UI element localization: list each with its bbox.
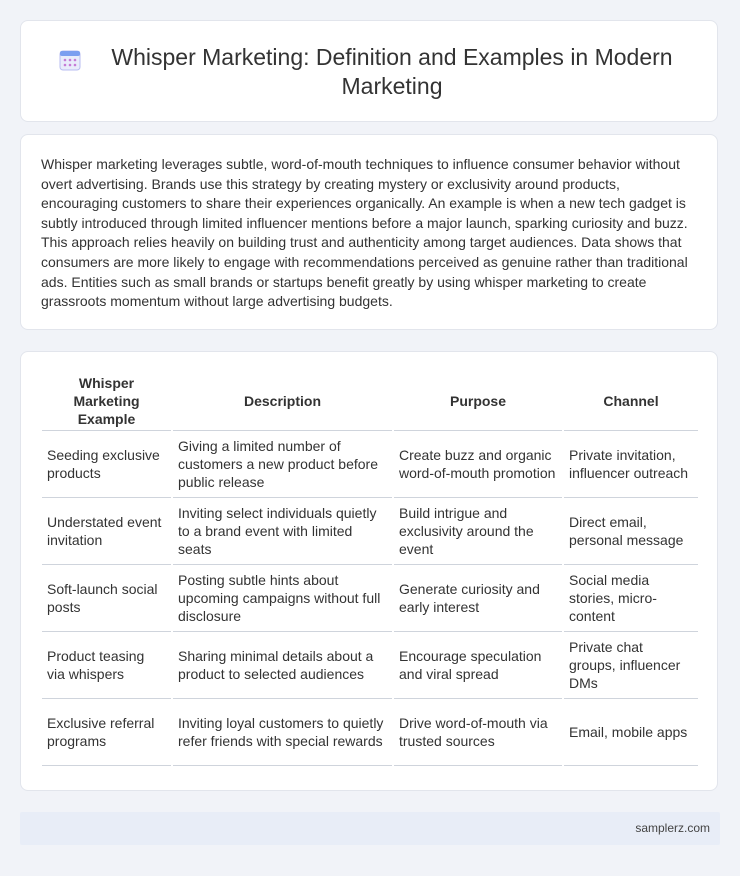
cell-example: Understated event invitation [42, 498, 172, 565]
cell-purpose: Generate curiosity and early interest [393, 565, 563, 632]
table-header-row [42, 372, 698, 431]
cell-channel: Direct email, personal message [563, 498, 698, 565]
cell-purpose: Encourage speculation and viral spread [393, 632, 563, 699]
examples-table [42, 372, 698, 766]
cell-purpose: Create buzz and organic word-of-mouth promotion [393, 431, 563, 498]
cell-channel: Private invitation, influencer outreach [563, 431, 698, 498]
page-title: Whisper Marketing: Definition and Examples in Modern Marketing [111, 44, 673, 99]
cell-example: Product teasing via whispers [42, 632, 172, 699]
intro-card [20, 134, 718, 330]
cell-description: Sharing minimal details about a product to selected audiences [172, 632, 393, 699]
table-row [42, 498, 698, 565]
cell-example: Seeding exclusive products [42, 431, 172, 498]
cell-description: Inviting loyal customers to quietly refer friends with special rewards [172, 699, 393, 766]
cell-description: Posting subtle hints about upcoming campaigns without full disclosure [172, 565, 393, 632]
cell-description: Giving a limited number of customers a new product before public release [172, 431, 393, 498]
table-card [20, 351, 718, 791]
cell-description: Inviting select individuals quietly to a brand event with limited seats [172, 498, 393, 565]
column-header-description: Description [172, 372, 393, 431]
cell-purpose: Build intrigue and exclusivity around the event [393, 498, 563, 565]
footer-site-link[interactable]: samplerz.com [635, 821, 710, 835]
table-row [42, 699, 698, 766]
column-header-channel: Channel [563, 372, 698, 431]
cell-example: Exclusive referral programs [42, 699, 172, 766]
column-header-purpose: Purpose [393, 372, 563, 431]
cell-channel: Social media stories, micro-content [563, 565, 698, 632]
table-row [42, 632, 698, 699]
title-card [20, 20, 718, 122]
cell-purpose: Drive word-of-mouth via trusted sources [393, 699, 563, 766]
cell-channel: Private chat groups, influencer DMs [563, 632, 698, 699]
table-row [42, 431, 698, 498]
cell-example: Soft-launch social posts [42, 565, 172, 632]
footer-bar [20, 812, 720, 845]
cell-channel: Email, mobile apps [563, 699, 698, 766]
intro-paragraph: Whisper marketing leverages subtle, word-of-mouth techniques to influence consumer behavior without overt advertising. Brands use this strategy by creating mystery or exclusivity around products, encouraging customers to share their experiences organically. An example is when a new tech gadget is subtly introduced through limited influencer mentions before a major launch, sparking curiosity and buzz. This approach relies heavily on building trust and authenticity among target audiences. Data shows that consumers are more likely to engage with recommendations perceived as genuine rather than traditional ads. Entities such as small brands or startups benefit greatly by using whisper marketing to create grassroots momentum without large advertising budgets. [41, 156, 688, 310]
table-row [42, 565, 698, 632]
column-header-example: Whisper Marketing Example [42, 372, 172, 431]
